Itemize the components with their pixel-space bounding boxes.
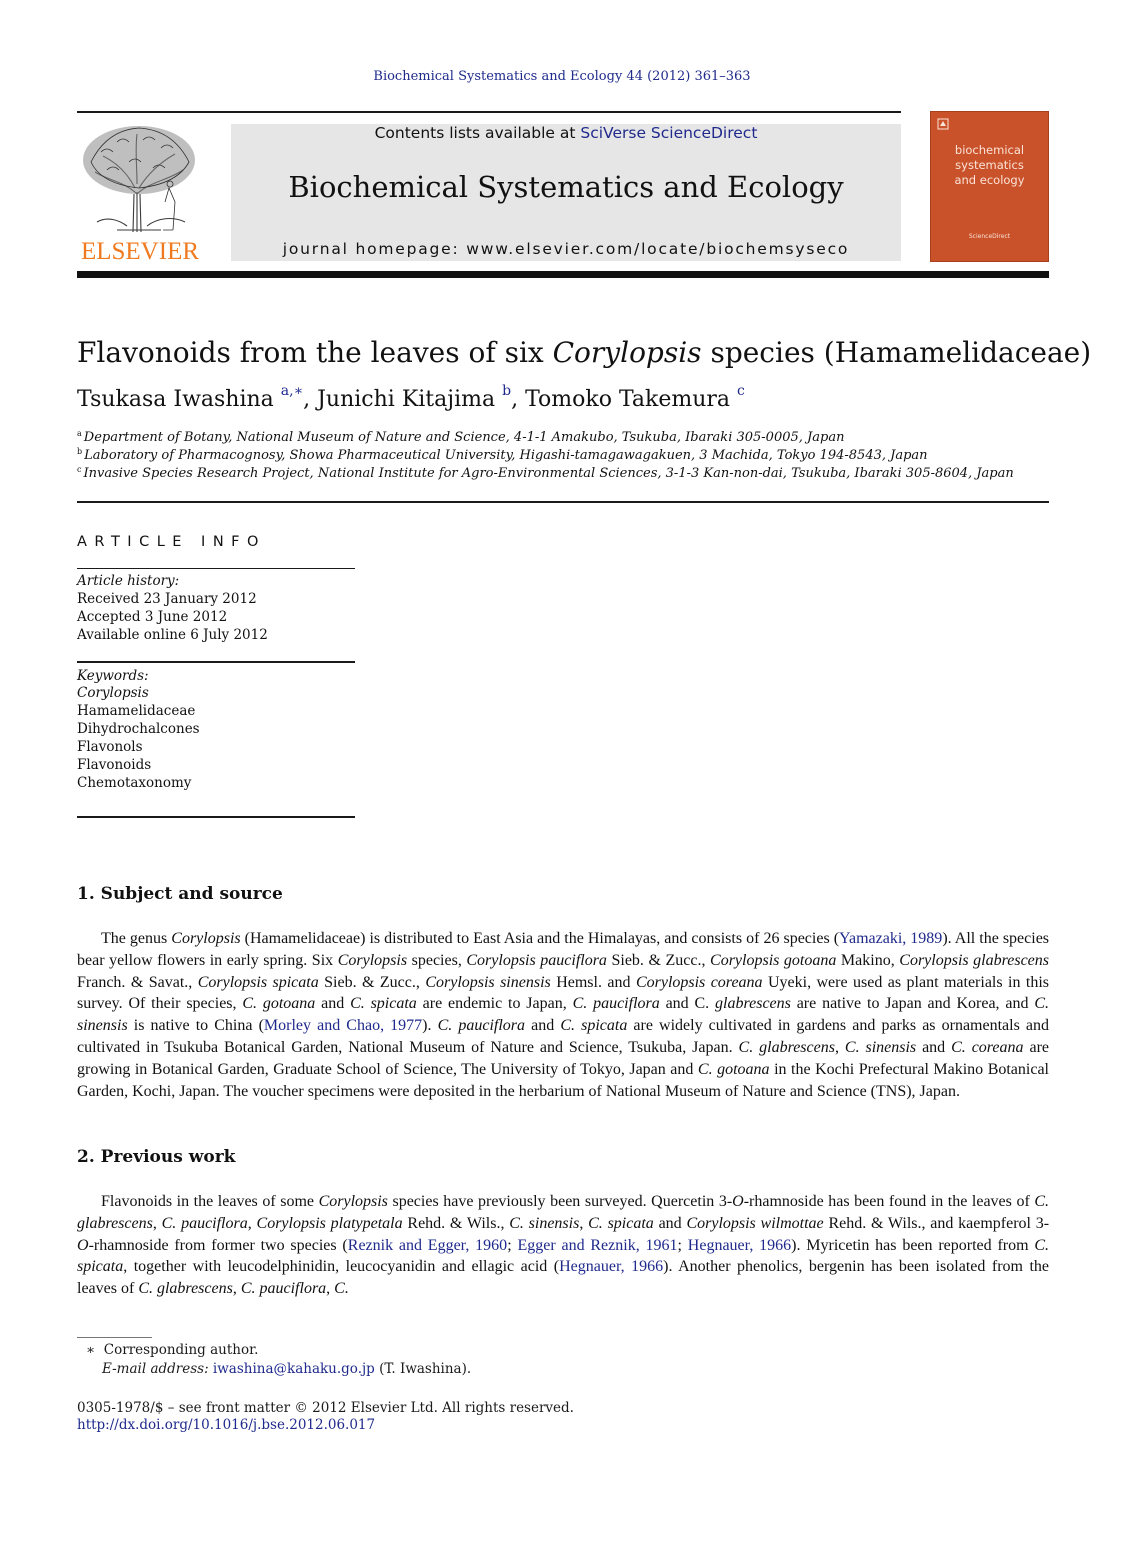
paragraph-text: Franch. & Savat., — [77, 973, 198, 991]
keyword-item: Corylopsis — [77, 685, 149, 701]
homepage-url-link[interactable]: www.elsevier.com/locate/biochemsyseco — [466, 240, 850, 258]
paragraph-text: , — [247, 1214, 257, 1232]
paragraph-text: -rhamnoside has been found in the leaves of — [743, 1193, 1035, 1210]
paragraph-text: , — [326, 1280, 335, 1298]
cover-title-line: systematics — [955, 158, 1024, 172]
header-bottom-rule — [77, 271, 1049, 278]
paragraph-text: (Hamamelidaceae) is distributed to East Asia and the Himalayas, and consists of 26 species ( — [240, 930, 840, 947]
species-name: C. spicata — [560, 1017, 628, 1035]
article-info-rule — [77, 816, 355, 818]
reference-link[interactable]: Morley and Chao, 1977 — [263, 1017, 423, 1035]
elsevier-tree-icon — [77, 122, 203, 234]
doi-link[interactable]: http://dx.doi.org/10.1016/j.bse.2012.06.017 — [77, 1417, 376, 1433]
paragraph-text: ). Myricetin has been reported from — [791, 1236, 1035, 1254]
author-separator: , — [303, 387, 318, 412]
species-name: C. sinensis — [77, 995, 1049, 1035]
paragraph-text: and — [916, 1038, 952, 1056]
section-paragraph — [77, 928, 1049, 1102]
reference-link[interactable]: Hegnauer, 1966 — [687, 1236, 792, 1254]
paragraph-text: ). — [422, 1017, 438, 1035]
journal-title: Biochemical Systematics and Ecology — [288, 170, 844, 204]
paragraph-text: Makino, — [836, 951, 900, 969]
contents-prefix: Contents lists available at — [374, 124, 581, 142]
keyword-item: Flavonoids — [77, 757, 152, 773]
author-affiliation-link[interactable]: a,∗ — [280, 383, 304, 399]
species-name: C. glabrescens — [77, 1193, 1050, 1232]
affiliation-mark: c — [77, 465, 82, 474]
affiliation-rule — [77, 501, 1049, 503]
paragraph-text: species, — [407, 951, 467, 969]
reference-link[interactable]: Hegnauer, 1966 — [559, 1258, 664, 1276]
keyword-item: Chemotaxonomy — [77, 775, 192, 791]
online-date: Available online 6 July 2012 — [77, 627, 268, 643]
keyword-item: Hamamelidaceae — [77, 703, 196, 719]
email-label: E-mail address: — [102, 1361, 213, 1377]
article-title — [77, 336, 1091, 369]
paragraph-text: Hemsl. and — [550, 973, 636, 991]
paragraph-text: are growing in Botanical Garden, Graduate School of Science, The University of Tokyo, Japan and — [77, 1038, 1049, 1078]
reference-link[interactable]: Yamazaki, 1989 — [839, 930, 943, 947]
species-name: C. glabrescens — [738, 1038, 835, 1056]
paragraph-text: , — [579, 1214, 589, 1232]
species-name: C. pauciflora — [437, 1017, 526, 1035]
species-name: C. glabrescens — [138, 1280, 233, 1298]
paragraph-text: ; — [507, 1236, 518, 1254]
author-name: Tomoko Takemura — [525, 387, 731, 412]
paragraph-text: -rhamnoside from former two species ( — [88, 1236, 348, 1254]
paragraph-text: ; — [677, 1236, 688, 1254]
journal-homepage — [231, 240, 901, 258]
author-name: Tsukasa Iwashina — [77, 387, 274, 412]
elsevier-wordmark: ELSEVIER — [80, 238, 200, 265]
email-link[interactable]: iwashina@kahaku.go.jp — [212, 1361, 375, 1377]
species-name: C. pauciflora — [161, 1214, 248, 1232]
author-separator: , — [511, 387, 526, 412]
paragraph-text: and — [653, 1214, 687, 1232]
paragraph-text: are endemic to Japan, — [416, 995, 573, 1013]
species-name: C. coreana — [951, 1038, 1024, 1056]
species-name: O — [77, 1236, 89, 1254]
received-date: Received 23 January 2012 — [77, 591, 257, 607]
species-name: C. sinensis — [844, 1038, 917, 1056]
species-name: C. — [334, 1280, 349, 1298]
paragraph-text: Sieb. & Zucc., — [606, 951, 711, 969]
species-name: Corylopsis — [171, 930, 241, 947]
keywords-label: Keywords: — [77, 668, 149, 684]
author-list — [77, 383, 745, 412]
paragraph-text: and C. — [659, 995, 716, 1013]
keyword-item: Dihydrochalcones — [77, 721, 200, 737]
cover-sciencedirect-mark: ScienceDirect — [968, 233, 1011, 240]
paragraph-text: are widely cultivated in gardens and parks as ornamentals and cultivated in Tsukuba Botanical Garden, National Museum of Nature and Science, Tsukuba, Japan. — [77, 1017, 1049, 1056]
cover-title-line: and ecology — [954, 173, 1025, 187]
paragraph-text: Rehd. & Wils., — [402, 1214, 510, 1232]
corresponding-text: Corresponding author. — [103, 1342, 259, 1358]
paragraph-text: in the Kochi Prefectural Makino Botanical Garden, Kochi, Japan. The voucher specimens were deposited in the herbarium of National Museum of Nature and Science (TNS), Japan. — [77, 1060, 1049, 1100]
article-info-heading: ARTICLE INFO — [77, 534, 266, 550]
species-name: C. spicata — [588, 1214, 654, 1232]
footnote-star: ∗ — [86, 1342, 96, 1358]
article-info-rule — [77, 661, 355, 663]
accepted-date: Accepted 3 June 2012 — [77, 609, 228, 625]
title-genus: Corylopsis — [552, 336, 702, 369]
paragraph-text: , — [152, 1214, 162, 1232]
species-name: Corylopsis platypetala — [256, 1214, 403, 1232]
species-name: Corylopsis pauciflora — [466, 951, 607, 969]
affiliation-text: Laboratory of Pharmacognosy, Showa Pharmaceutical University, Higashi-tamagawagakuen, 3 Machida, Tokyo 194-8543, Japan — [84, 448, 928, 463]
species-name: C. gotoana — [697, 1060, 770, 1078]
species-name: C. gotoana — [242, 995, 316, 1013]
cover-logo-icon — [937, 118, 949, 130]
paragraph-text: Uyeki, were used as plant materials in this survey. Of their species, — [77, 973, 1050, 1013]
paragraph-text: are native to Japan and Korea, and — [790, 995, 1035, 1013]
reference-link[interactable]: Reznik and Egger, 1960 — [347, 1236, 508, 1254]
footnote-rule — [77, 1337, 152, 1338]
affiliation-mark: b — [77, 447, 83, 456]
paragraph-text: and — [315, 995, 351, 1013]
paragraph-text: The genus — [101, 930, 172, 947]
keyword-item: Flavonols — [77, 739, 143, 755]
paragraph-text: , — [834, 1038, 845, 1056]
species-name: C. sinensis — [509, 1214, 580, 1232]
contents-line — [231, 124, 901, 142]
paragraph-text: , — [232, 1280, 241, 1298]
email-suffix: (T. Iwashina). — [374, 1361, 472, 1377]
affiliation-text: Invasive Species Research Project, National Institute for Agro-Environmental Sciences, 3-1-3 Kan-non-dai, Tsukuba, Ibaraki 305-8604, Japan — [83, 466, 1014, 481]
affiliation-text: Department of Botany, National Museum of Nature and Science, 4-1-1 Amakubo, Tsukuba, Ibaraki 305-0005, Japan — [83, 430, 845, 445]
affiliation — [77, 466, 1014, 481]
journal-citation-link[interactable]: Biochemical Systematics and Ecology 44 (2012) 361–363 — [373, 69, 751, 84]
paragraph-text: is native to China ( — [127, 1017, 264, 1035]
species-name: Corylopsis spicata — [197, 973, 319, 991]
paragraph-text: Sieb. & Zucc., — [318, 973, 426, 991]
copyright-line: 0305-1978/$ – see front matter © 2012 Elsevier Ltd. All rights reserved. — [77, 1400, 574, 1416]
affiliation — [77, 448, 928, 463]
species-name: O — [732, 1193, 744, 1210]
paragraph-text: ). Another phenolics, bergenin has been isolated from the leaves of — [77, 1258, 1050, 1298]
species-name: Corylopsis sinensis — [425, 973, 551, 991]
title-part: species (Hamamelidaceae) — [701, 336, 1092, 369]
header-top-rule — [77, 111, 901, 113]
species-name: C. pauciflora — [572, 995, 660, 1013]
paragraph-text: species have previously been surveyed. Quercetin 3- — [387, 1193, 733, 1210]
elsevier-logo — [77, 122, 203, 266]
species-name: Corylopsis — [337, 951, 408, 969]
history-label: Article history: — [77, 573, 180, 589]
affiliation — [77, 430, 844, 445]
paragraph-text: Flavonoids in the leaves of some — [101, 1193, 319, 1210]
species-name: C. spicata — [350, 995, 417, 1013]
species-name: Corylopsis — [318, 1193, 388, 1210]
paragraph-text: and — [525, 1017, 561, 1035]
species-name: Corylopsis coreana — [635, 973, 763, 991]
email-footnote — [102, 1361, 471, 1377]
corresponding-footnote — [86, 1342, 258, 1358]
paragraph-text: ). All the species bear yellow flowers in early spring. Six — [77, 930, 1050, 969]
species-name: Corylopsis gotoana — [710, 951, 837, 969]
author-affiliation-link[interactable]: b — [502, 383, 512, 399]
cover-title — [930, 143, 1049, 188]
species-name: C. pauciflora — [240, 1280, 327, 1298]
species-name: C. spicata — [77, 1236, 1050, 1276]
species-name: Corylopsis glabrescens — [899, 951, 1049, 969]
species-name: glabrescens — [715, 995, 791, 1013]
cover-title-line: biochemical — [954, 143, 1025, 157]
paragraph-text: , together with leucodelphinidin, leucocyanidin and ellagic acid ( — [123, 1258, 560, 1276]
title-part: Flavonoids from the leaves of six — [77, 336, 553, 369]
paragraph-text: Rehd. & Wils., and kaempferol 3- — [823, 1214, 1050, 1232]
sciencedirect-link[interactable]: SciVerse ScienceDirect — [580, 124, 758, 142]
section-paragraph — [77, 1191, 1049, 1300]
journal-cover-image[interactable] — [930, 111, 1049, 262]
article-info-rule — [77, 568, 355, 569]
affiliation-mark: a — [77, 429, 82, 438]
species-name: Corylopsis wilmottae — [686, 1214, 824, 1232]
reference-link[interactable]: Egger and Reznik, 1961 — [517, 1236, 678, 1254]
homepage-prefix: journal homepage: — [282, 240, 467, 258]
section-heading: 2. Previous work — [77, 1147, 236, 1167]
author-affiliation-link[interactable]: c — [737, 383, 745, 399]
author-name: Junichi Kitajima — [317, 387, 496, 412]
section-heading: 1. Subject and source — [77, 884, 283, 904]
